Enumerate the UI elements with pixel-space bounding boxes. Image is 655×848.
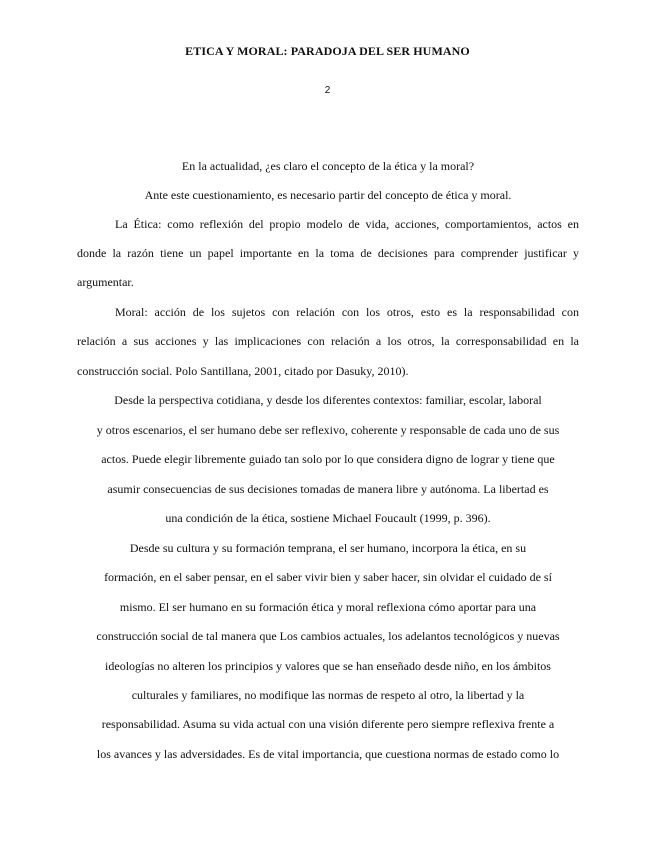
body-line: relación a sus acciones y las implicaciones con relación a los otros, la corresponsabilidad en la [77, 334, 579, 348]
body-line: argumentar. [77, 275, 134, 289]
body-line: Desde su cultura y su formación temprana, el ser humano, incorpora la ética, en su [129, 541, 527, 555]
body-line: donde la razón tiene un papel importante en la toma de decisiones para comprender justificar y [77, 246, 579, 260]
body-line: mismo. El ser humano en su formación ética y moral reflexiona cómo aportar para una [119, 600, 537, 614]
body-line: construcción social. Polo Santillana, 2001, citado por Dasuky, 2010). [77, 364, 409, 378]
page-number: 2 [324, 85, 331, 96]
body-line: La Ética: como reflexión del propio modelo de vida, acciones, comportamientos, actos en [115, 217, 579, 231]
body-line: ideologías no alteren los principios y valores que se han enseñado desde niño, en los ámbitos [105, 659, 551, 673]
body-line: responsabilidad. Asuma su vida actual con una visión diferente pero siempre reflexiva frente a [101, 717, 555, 731]
body-line: actos. Puede elegir libremente guiado tan solo por lo que considera digno de lograr y tiene que [101, 452, 555, 466]
body-line: una condición de la ética, sostiene Michael Foucault (1999, p. 396). [165, 511, 491, 525]
body-line: Moral: acción de los sujetos con relación con los otros, esto es la responsabilidad con [115, 305, 579, 319]
body-line: construcción social de tal manera que Los cambios actuales, los adelantos tecnológicos y nuevas [96, 629, 560, 643]
body-line: asumir consecuencias de sus decisiones tomadas de manera libre y autónoma. La libertad es [107, 482, 549, 496]
body-line: Desde la perspectiva cotidiana, y desde los diferentes contextos: familiar, escolar, laboral [114, 393, 542, 407]
body-line: y otros escenarios, el ser humano debe ser reflexivo, coherente y responsable de cada uno de sus [96, 423, 560, 437]
body-line: los avances y las adversidades. Es de vital importancia, que cuestiona normas de estado como lo [96, 747, 560, 761]
body-line: En la actualidad, ¿es claro el concepto de la ética y la moral? [181, 159, 475, 173]
body-line: formación, en el saber pensar, en el saber vivir bien y saber hacer, sin olvidar el cuidado de sí [104, 570, 552, 584]
running-header: ETICA Y MORAL: PARADOJA DEL SER HUMANO [185, 44, 470, 58]
body-line: culturales y familiares, no modifique las normas de respeto al otro, la libertad y la [131, 688, 525, 702]
body-line: Ante este cuestionamiento, es necesario partir del concepto de ética y moral. [144, 188, 512, 202]
